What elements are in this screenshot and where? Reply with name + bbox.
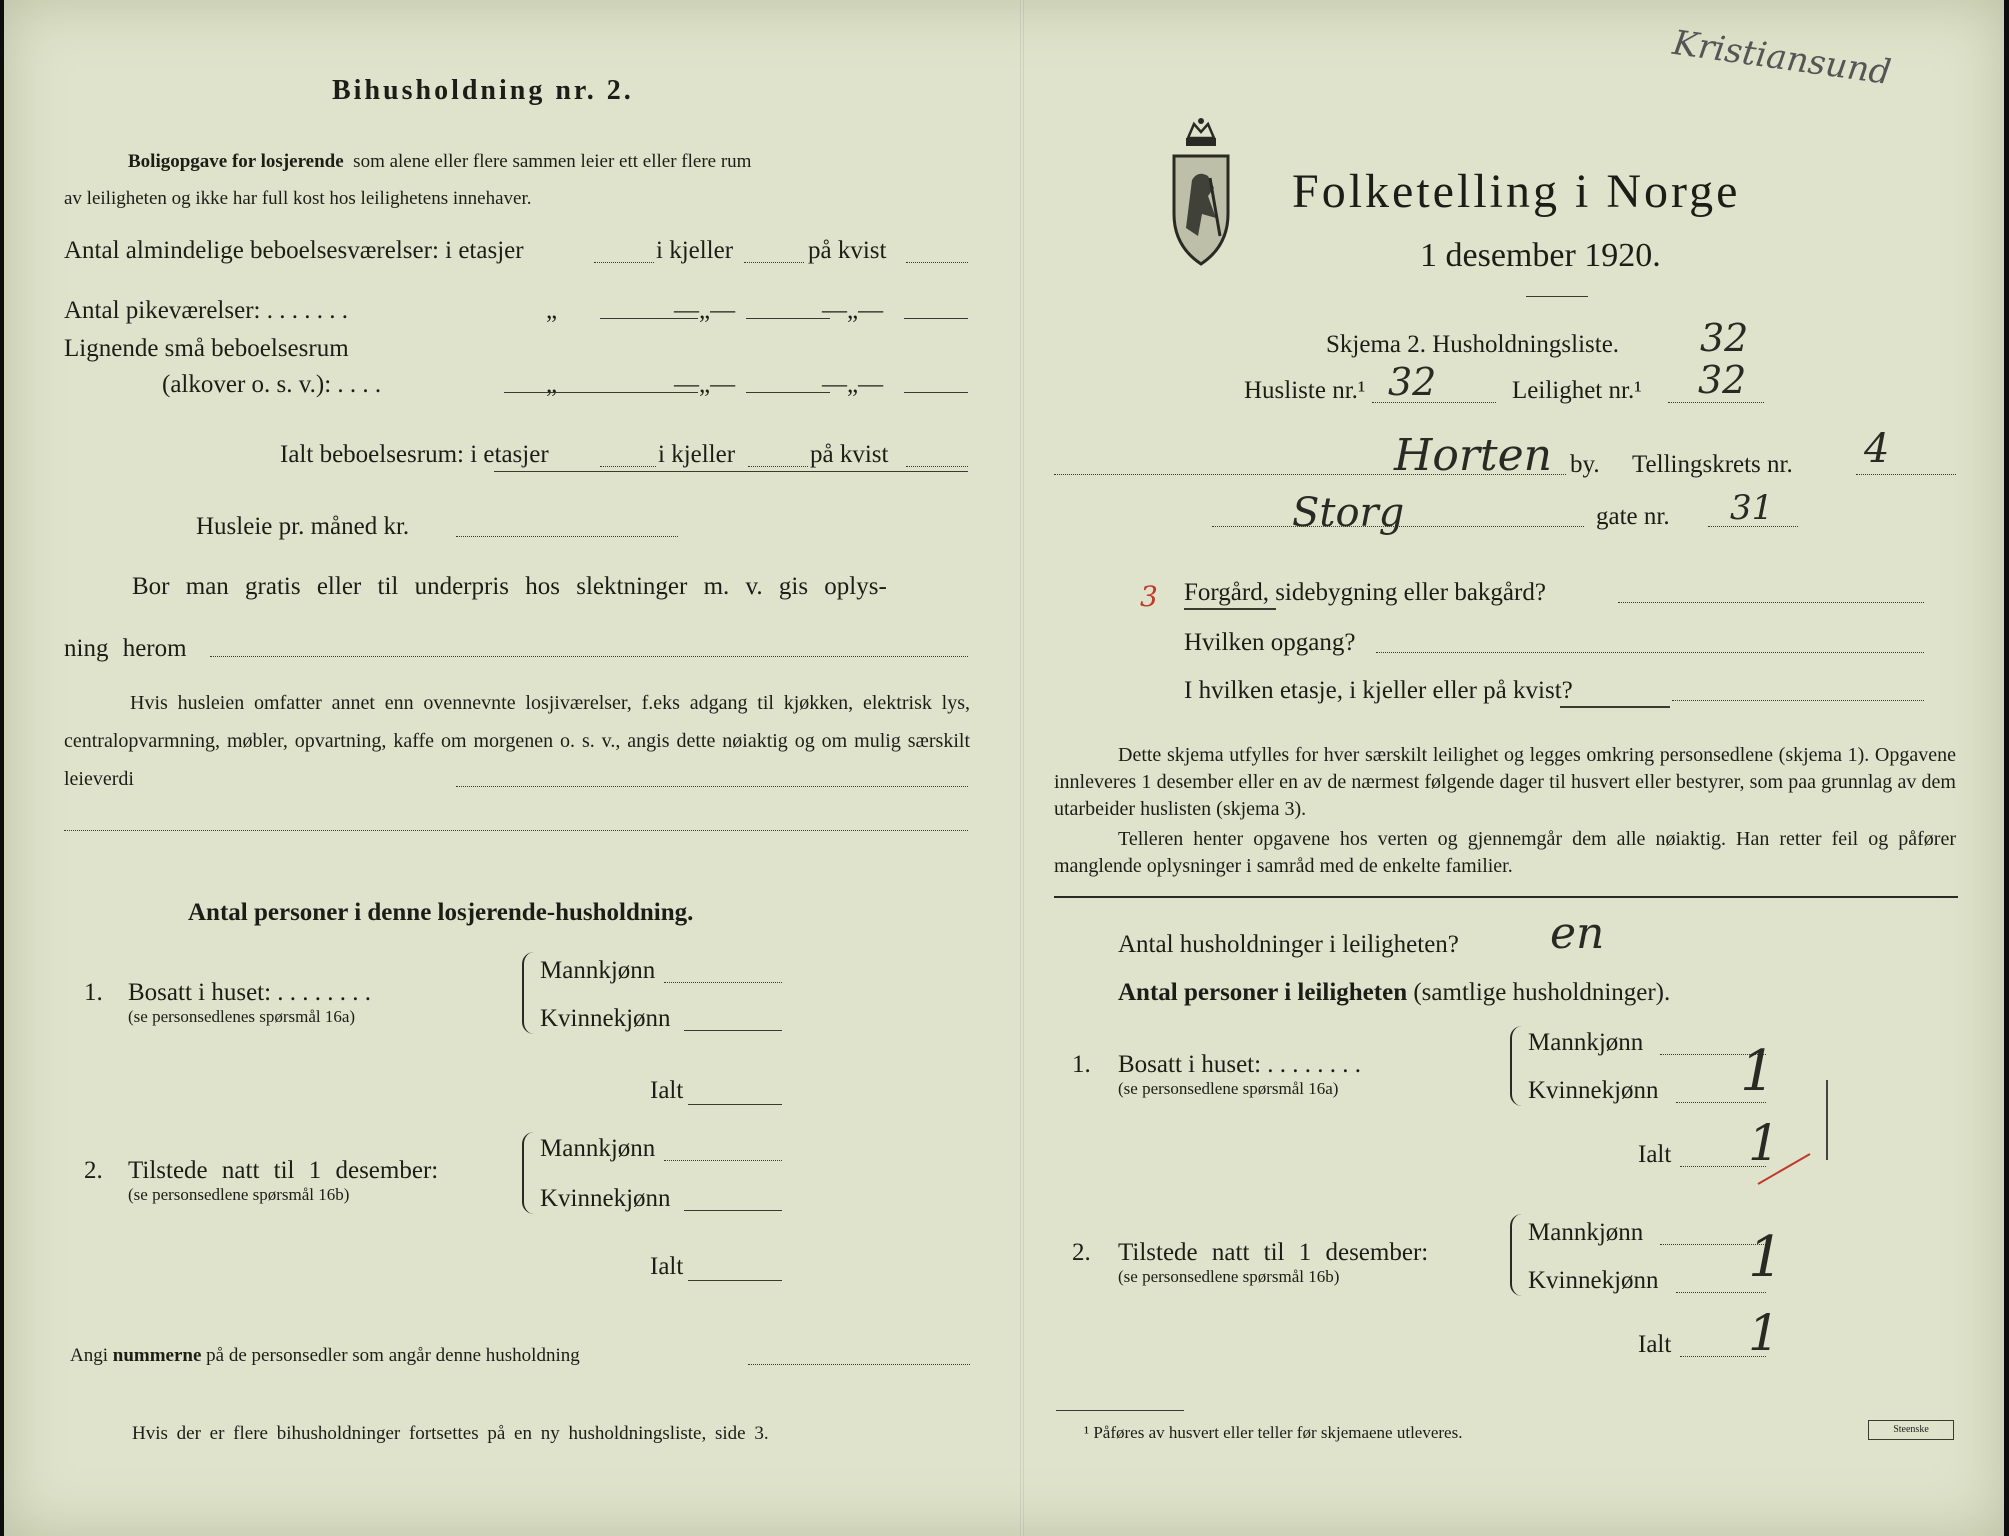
- ditto-dash: —„—: [822, 371, 884, 398]
- lignende-label-2: (alkover o. s. v.): . . . .: [162, 371, 382, 398]
- coat-of-arms-icon: [1168, 118, 1234, 268]
- right-q2-sub: (se personsedlene spørsmål 16b): [1118, 1267, 1340, 1286]
- leilighet-value: 32: [1698, 358, 1747, 402]
- handwritten-top-note: Kristiansund: [1670, 22, 1894, 94]
- antal-alm-label: Antal almindelige beboelsesværelser: i etasjer: [64, 237, 524, 264]
- left-q2-ialt-label: Ialt: [650, 1253, 684, 1280]
- left-q2-mann-label: Mannkjønn: [540, 1135, 656, 1162]
- left-q2-kvinne-label: Kvinnekjønn: [540, 1185, 671, 1212]
- right-q2-kvinne-label: Kvinnekjønn: [1528, 1267, 1659, 1294]
- bor-man-label: Bor man gratis eller til underpris hos slektninger m. v. gis oplys-: [132, 573, 887, 600]
- etasje-handwritten-underline: [1560, 706, 1670, 708]
- left-q2-mann-field[interactable]: [664, 1160, 782, 1161]
- antal-pers-heading: Antal personer i leiligheten (samtlige husholdninger).: [1118, 979, 1671, 1006]
- right-q2-ialt-label: Ialt: [1638, 1331, 1672, 1358]
- gate-value: Storg: [1292, 490, 1405, 536]
- field-alm-kjeller[interactable]: [744, 262, 804, 263]
- right-q1-label: Bosatt i huset: . . . . . . . .: [1118, 1051, 1362, 1078]
- forgard-field[interactable]: [1618, 602, 1924, 603]
- forgard-label: Forgård, sidebygning eller bakgård?: [1184, 579, 1546, 606]
- ialt-kjeller-label: i kjeller: [658, 441, 736, 468]
- field-husleie[interactable]: [456, 536, 678, 537]
- right-q1-brace: [1510, 1026, 1522, 1106]
- census-date: 1 desember 1920.: [1420, 237, 1661, 274]
- intro-line-1: Boligopgave for losjerende som alene eller flere sammen leier ett eller flere rum: [128, 151, 752, 172]
- ditto-mark: „: [546, 371, 558, 398]
- field-alm-etasjer[interactable]: [594, 262, 654, 263]
- left-q1-kvinne-label: Kvinnekjønn: [540, 1005, 671, 1032]
- angi-nummerne-label: Angi nummerne på de personsedler som angår denne husholdning: [70, 1345, 580, 1366]
- forgard-handwritten-underline: [1184, 608, 1276, 610]
- left-q1-ialt-field[interactable]: [688, 1104, 782, 1105]
- skjema-handwritten: 32: [1700, 316, 1749, 360]
- section-divider: [1054, 896, 1958, 898]
- hvilken-field[interactable]: [1376, 652, 1924, 653]
- left-q2-label: Tilstede natt til 1 desember:: [128, 1157, 439, 1184]
- by-label: by.: [1570, 451, 1600, 478]
- right-q2-brace: [1510, 1214, 1522, 1296]
- field-alm-kvist[interactable]: [906, 262, 968, 263]
- left-q1-sub: (se personsedlenes spørsmål 16a): [128, 1007, 356, 1026]
- printer-stamp: Steenske: [1868, 1420, 1954, 1440]
- ditto-dash: —„—: [674, 297, 736, 324]
- left-q1-number: 1.: [84, 979, 103, 1006]
- husleie-label: Husleie pr. måned kr.: [196, 513, 410, 540]
- gate-label: gate nr.: [1596, 503, 1670, 530]
- ialt-underline: [494, 471, 968, 472]
- left-q1-label: Bosatt i huset: . . . . . . . .: [128, 979, 372, 1006]
- left-q2-ialt-field[interactable]: [688, 1280, 782, 1281]
- field-ialt-kvist[interactable]: [906, 466, 968, 467]
- leilighet-label: Leilighet nr.¹: [1512, 377, 1642, 404]
- instructions-paragraph-1: Dette skjema utfylles for hver særskilt leilighet og legges omkring personsedlene (skjema 1). Opgavene innleveres 1 desember eller en av de nærmest følgende dager til husvert eller bestyrer, som paa grunnlag av dem utarbeider huslisten (skjema 3).: [1054, 744, 1956, 820]
- right-q2-ialt-value: 1: [1748, 1304, 1780, 1362]
- right-q1-sub: (se personsedlene spørsmål 16a): [1118, 1079, 1339, 1098]
- right-q1-number: 1.: [1072, 1051, 1091, 1078]
- instructions-paragraph-2: Telleren henter opgavene hos verten og gjennemgår dem alle nøiaktig. Han retter feil og påfører manglende oplysninger i samråd med de enkelte familier.: [1054, 828, 1956, 877]
- husliste-label: Husliste nr.¹: [1244, 377, 1366, 404]
- lignende-label-1: Lignende små beboelsesrum: [64, 335, 349, 362]
- antal-pike-label: Antal pikeværelser: . . . . . . .: [64, 297, 348, 324]
- field-pike-kjeller[interactable]: [746, 318, 830, 319]
- hvilken-label: Hvilken opgang?: [1184, 629, 1356, 656]
- title-rule: [1526, 296, 1588, 297]
- right-q1-kvinne-value: 1: [1740, 1039, 1776, 1104]
- left-q1-ialt-label: Ialt: [650, 1077, 684, 1104]
- gate-nr-value: 31: [1730, 488, 1774, 528]
- left-q1-mann-field[interactable]: [664, 982, 782, 983]
- left-q2-sub: (se personsedlene spørsmål 16b): [128, 1185, 350, 1204]
- alm-kvist-label: på kvist: [808, 237, 887, 264]
- left-q1-kvinne-field[interactable]: [684, 1030, 782, 1031]
- left-q1-mann-label: Mannkjønn: [540, 957, 656, 984]
- left-q2-kvinne-field[interactable]: [684, 1210, 782, 1211]
- tellingskrets-label: Tellingskrets nr.: [1632, 451, 1793, 478]
- left-title: Bihusholdning nr. 2.: [332, 75, 634, 106]
- footnote: ¹ Påføres av husvert eller teller før skjemaene utleveres.: [1084, 1423, 1463, 1442]
- right-q1-ialt-value: 1: [1748, 1114, 1780, 1172]
- ditto-mark: „: [546, 297, 558, 324]
- alm-kjeller-label: i kjeller: [656, 237, 734, 264]
- husliste-field[interactable]: [1372, 402, 1496, 403]
- right-q1-kvinne-label: Kvinnekjønn: [1528, 1077, 1659, 1104]
- right-q2-number: 2.: [1072, 1239, 1091, 1266]
- ialt-kvist-label: på kvist: [810, 441, 889, 468]
- right-q1-mann-label: Mannkjønn: [1528, 1029, 1644, 1056]
- by-value: Horten: [1394, 430, 1552, 481]
- field-ialt-kjeller[interactable]: [748, 466, 808, 467]
- field-leieverdi-extra[interactable]: [64, 830, 968, 831]
- field-leieverdi[interactable]: [456, 786, 968, 787]
- left-footer: Hvis der er flere bihusholdninger fortsettes på en ny husholdningsliste, side 3.: [132, 1423, 769, 1444]
- right-q1-ialt-label: Ialt: [1638, 1141, 1672, 1168]
- antal-hush-value: en: [1550, 908, 1605, 959]
- field-lign-etasjer[interactable]: [504, 392, 698, 393]
- left-q2-brace: [522, 1132, 534, 1214]
- page-fold: [1020, 0, 1024, 1536]
- gate-nr-field[interactable]: [1708, 526, 1798, 527]
- ditto-dash: —„—: [822, 297, 884, 324]
- field-ialt-etasjer[interactable]: [600, 466, 656, 467]
- right-q2-kvinne-field[interactable]: [1676, 1292, 1766, 1293]
- ditto-dash: —„—: [674, 371, 736, 398]
- etasje-label: I hvilken etasje, i kjeller eller på kvist?: [1184, 677, 1573, 704]
- field-ning-herom[interactable]: [210, 656, 968, 657]
- ning-herom-label: ning herom: [64, 635, 187, 662]
- antal-personer-heading: Antal personer i denne losjerende-husholdning.: [188, 899, 694, 926]
- tellingskrets-field[interactable]: [1856, 474, 1956, 475]
- husliste-value: 32: [1388, 360, 1437, 404]
- left-q1-brace: [522, 952, 534, 1034]
- intro-line-2: av leiligheten og ikke har full kost hos leilighetens innehaver.: [64, 188, 532, 209]
- footnote-rule: [1056, 1410, 1184, 1411]
- right-q2-label: Tilstede natt til 1 desember:: [1118, 1239, 1429, 1266]
- red-mark-3: 3: [1140, 580, 1158, 613]
- field-lign-kvist[interactable]: [904, 392, 968, 393]
- main-title: Folketelling i Norge: [1292, 165, 1741, 218]
- left-q2-number: 2.: [84, 1157, 103, 1184]
- tellingskrets-value: 4: [1864, 426, 1890, 472]
- etasje-field[interactable]: [1672, 700, 1924, 701]
- hvis-husleien-paragraph: Hvis husleien omfatter annet enn ovennevnte losjiværelser, f.eks adgang til kjøkken, elektrisk lys, centralopvarmning, møbler, opvartning, kaffe om morgenen o. s. v., angis dette nøiaktig og om mulig særskilt leieverdi: [64, 692, 970, 790]
- margin-check-mark: [1826, 1080, 1828, 1160]
- census-form-sheet: [4, 0, 2004, 1536]
- skjema-label: Skjema 2. Husholdningsliste.: [1326, 331, 1620, 358]
- right-q2-kvinne-value: 1: [1748, 1225, 1784, 1290]
- ialt-bebo-label: Ialt beboelsesrum: i etasjer: [280, 441, 549, 468]
- leilighet-field[interactable]: [1668, 402, 1764, 403]
- field-lign-kjeller[interactable]: [746, 392, 830, 393]
- right-q2-mann-label: Mannkjønn: [1528, 1219, 1644, 1246]
- field-pike-kvist[interactable]: [904, 318, 968, 319]
- antal-hush-label: Antal husholdninger i leiligheten?: [1118, 931, 1459, 958]
- field-angi-nummerne[interactable]: [748, 1364, 970, 1365]
